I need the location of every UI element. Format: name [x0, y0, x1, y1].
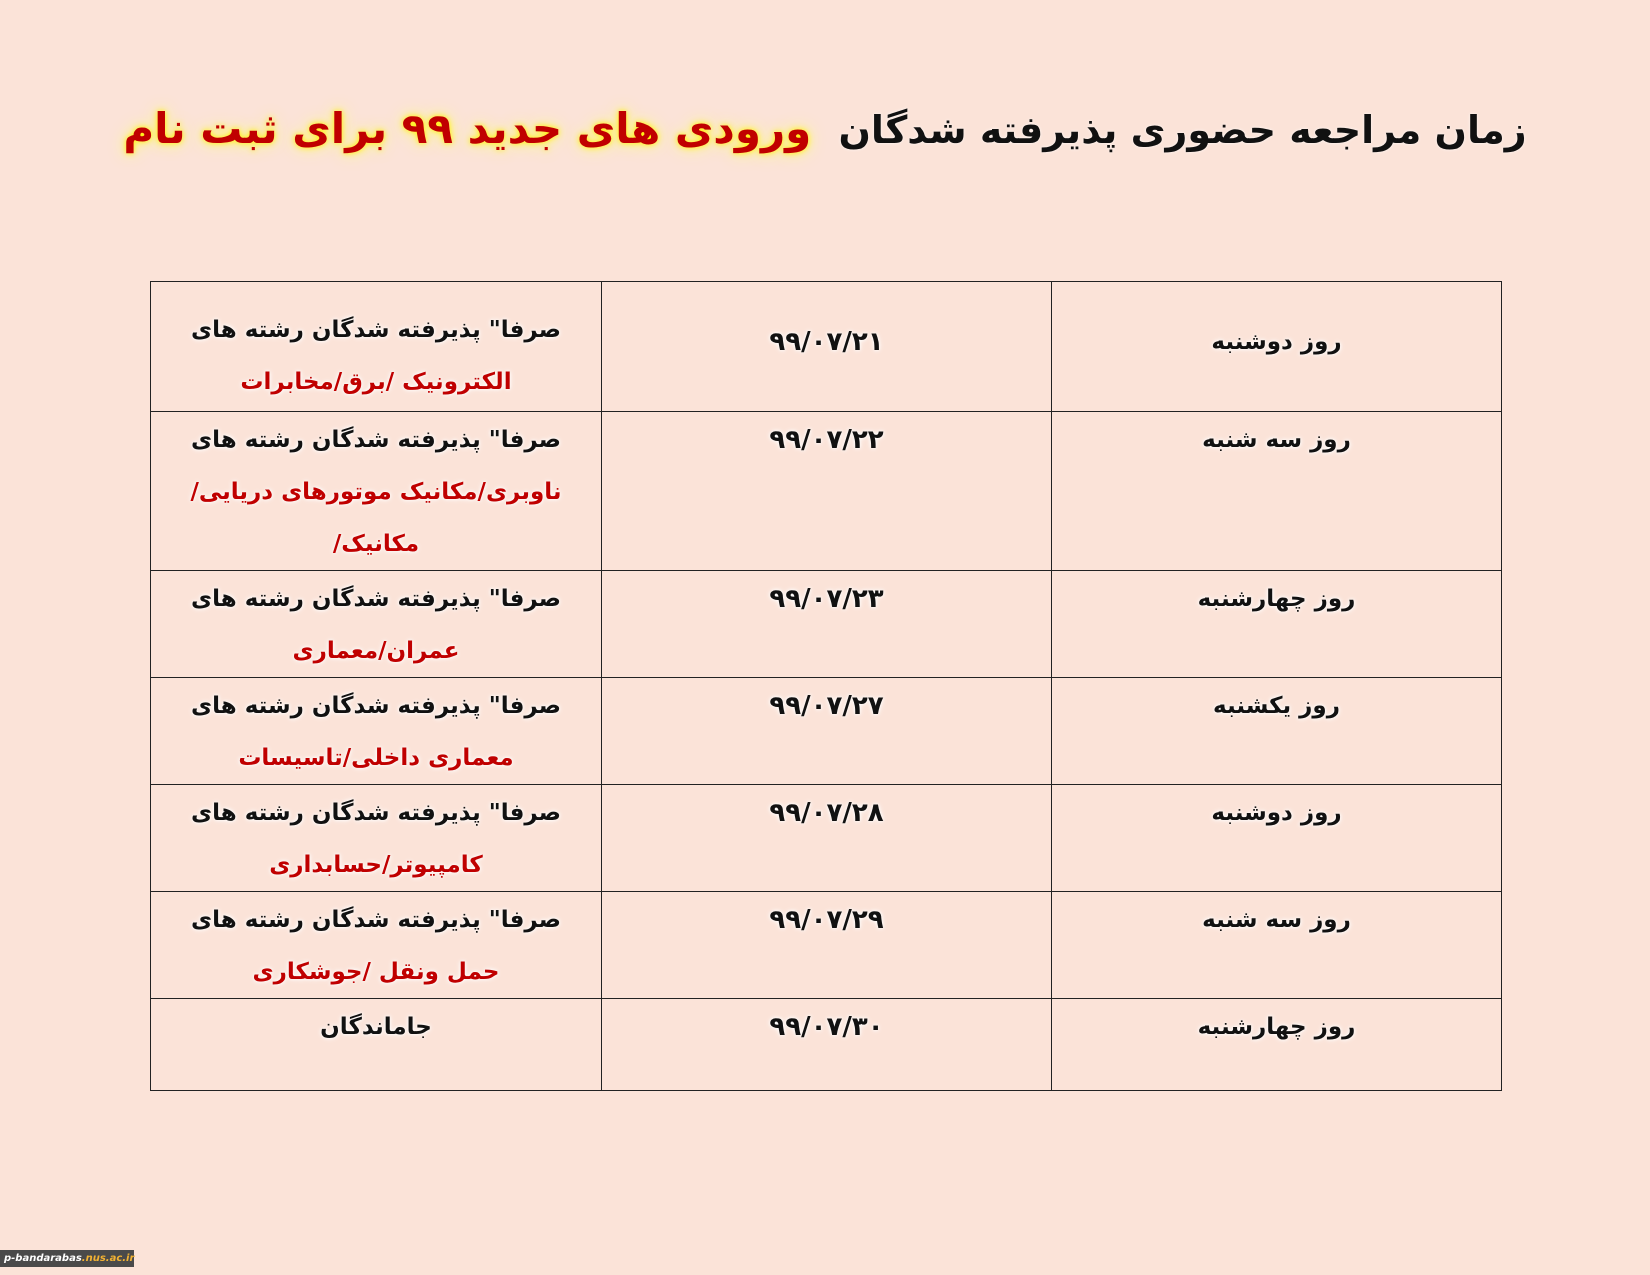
- date-cell: [602, 282, 1052, 412]
- table-row: [151, 785, 1502, 892]
- day-text: روز دوشنبه: [1211, 800, 1342, 826]
- date-cell: [602, 678, 1052, 785]
- site-watermark: [0, 1250, 134, 1267]
- table-row: [151, 892, 1502, 999]
- description-line: صرفا" پذیرفته شدگان رشته های: [191, 317, 561, 343]
- date-text: ۹۹/۰۷/۲۲: [769, 425, 884, 455]
- schedule-table: [150, 281, 1502, 1091]
- date-cell: [602, 412, 1052, 571]
- day-cell: [1052, 282, 1502, 412]
- title-highlight-text: ورودی های جدید ۹۹ برای ثبت نام: [123, 104, 812, 153]
- date-text: ۹۹/۰۷/۳۰: [769, 1012, 884, 1042]
- description-cell: [151, 282, 602, 412]
- fields-line: عمران/معماری: [292, 638, 460, 664]
- page-title: [0, 104, 1650, 153]
- day-cell: [1052, 571, 1502, 678]
- day-cell: [1052, 892, 1502, 999]
- date-cell: [602, 785, 1052, 892]
- description-line: جاماندگان: [320, 1014, 432, 1040]
- fields-line: حمل ونقل /جوشکاری: [252, 959, 500, 985]
- description-line: صرفا" پذیرفته شدگان رشته های: [191, 693, 561, 719]
- watermark-text: p-bandarabas: [4, 1253, 82, 1264]
- date-cell: [602, 892, 1052, 999]
- table-row: [151, 412, 1502, 571]
- description-cell: [151, 678, 602, 785]
- day-text: روز دوشنبه: [1211, 329, 1342, 355]
- description-cell: [151, 892, 602, 999]
- date-text: ۹۹/۰۷/۲۹: [769, 905, 884, 935]
- description-cell: [151, 571, 602, 678]
- day-cell: [1052, 999, 1502, 1091]
- day-text: روز سه شنبه: [1202, 427, 1351, 453]
- fields-line: ناوبری/مکانیک موتورهای دریایی/مکانیک/: [190, 479, 562, 557]
- day-text: روز سه شنبه: [1202, 907, 1351, 933]
- description-line: صرفا" پذیرفته شدگان رشته های: [191, 907, 561, 933]
- day-text: روز چهارشنبه: [1197, 586, 1356, 612]
- day-text: روز چهارشنبه: [1197, 1014, 1356, 1040]
- title-text: زمان مراجعه حضوری پذیرفته شدگان: [838, 108, 1527, 152]
- table-row: [151, 571, 1502, 678]
- day-cell: [1052, 678, 1502, 785]
- watermark-domain-text: .nus.ac.ir: [81, 1253, 135, 1264]
- day-cell: [1052, 412, 1502, 571]
- table-row: [151, 999, 1502, 1091]
- fields-line: الکترونیک /برق/مخابرات: [240, 369, 512, 395]
- fields-line: معماری داخلی/تاسیسات: [238, 745, 514, 771]
- description-line: صرفا" پذیرفته شدگان رشته های: [191, 800, 561, 826]
- day-text: روز یکشنبه: [1213, 693, 1340, 719]
- date-cell: [602, 999, 1052, 1091]
- day-cell: [1052, 785, 1502, 892]
- description-cell: [151, 785, 602, 892]
- date-text: ۹۹/۰۷/۲۳: [769, 584, 884, 614]
- description-cell: [151, 999, 602, 1091]
- description-cell: [151, 412, 602, 571]
- table-row: [151, 678, 1502, 785]
- date-text: ۹۹/۰۷/۲۸: [769, 798, 884, 828]
- fields-line: کامپیوتر/حسابداری: [269, 852, 483, 878]
- table-row: [151, 282, 1502, 412]
- date-text: ۹۹/۰۷/۲۷: [769, 691, 884, 721]
- date-text: ۹۹/۰۷/۲۱: [769, 327, 884, 357]
- description-line: صرفا" پذیرفته شدگان رشته های: [191, 427, 561, 453]
- description-line: صرفا" پذیرفته شدگان رشته های: [191, 586, 561, 612]
- date-cell: [602, 571, 1052, 678]
